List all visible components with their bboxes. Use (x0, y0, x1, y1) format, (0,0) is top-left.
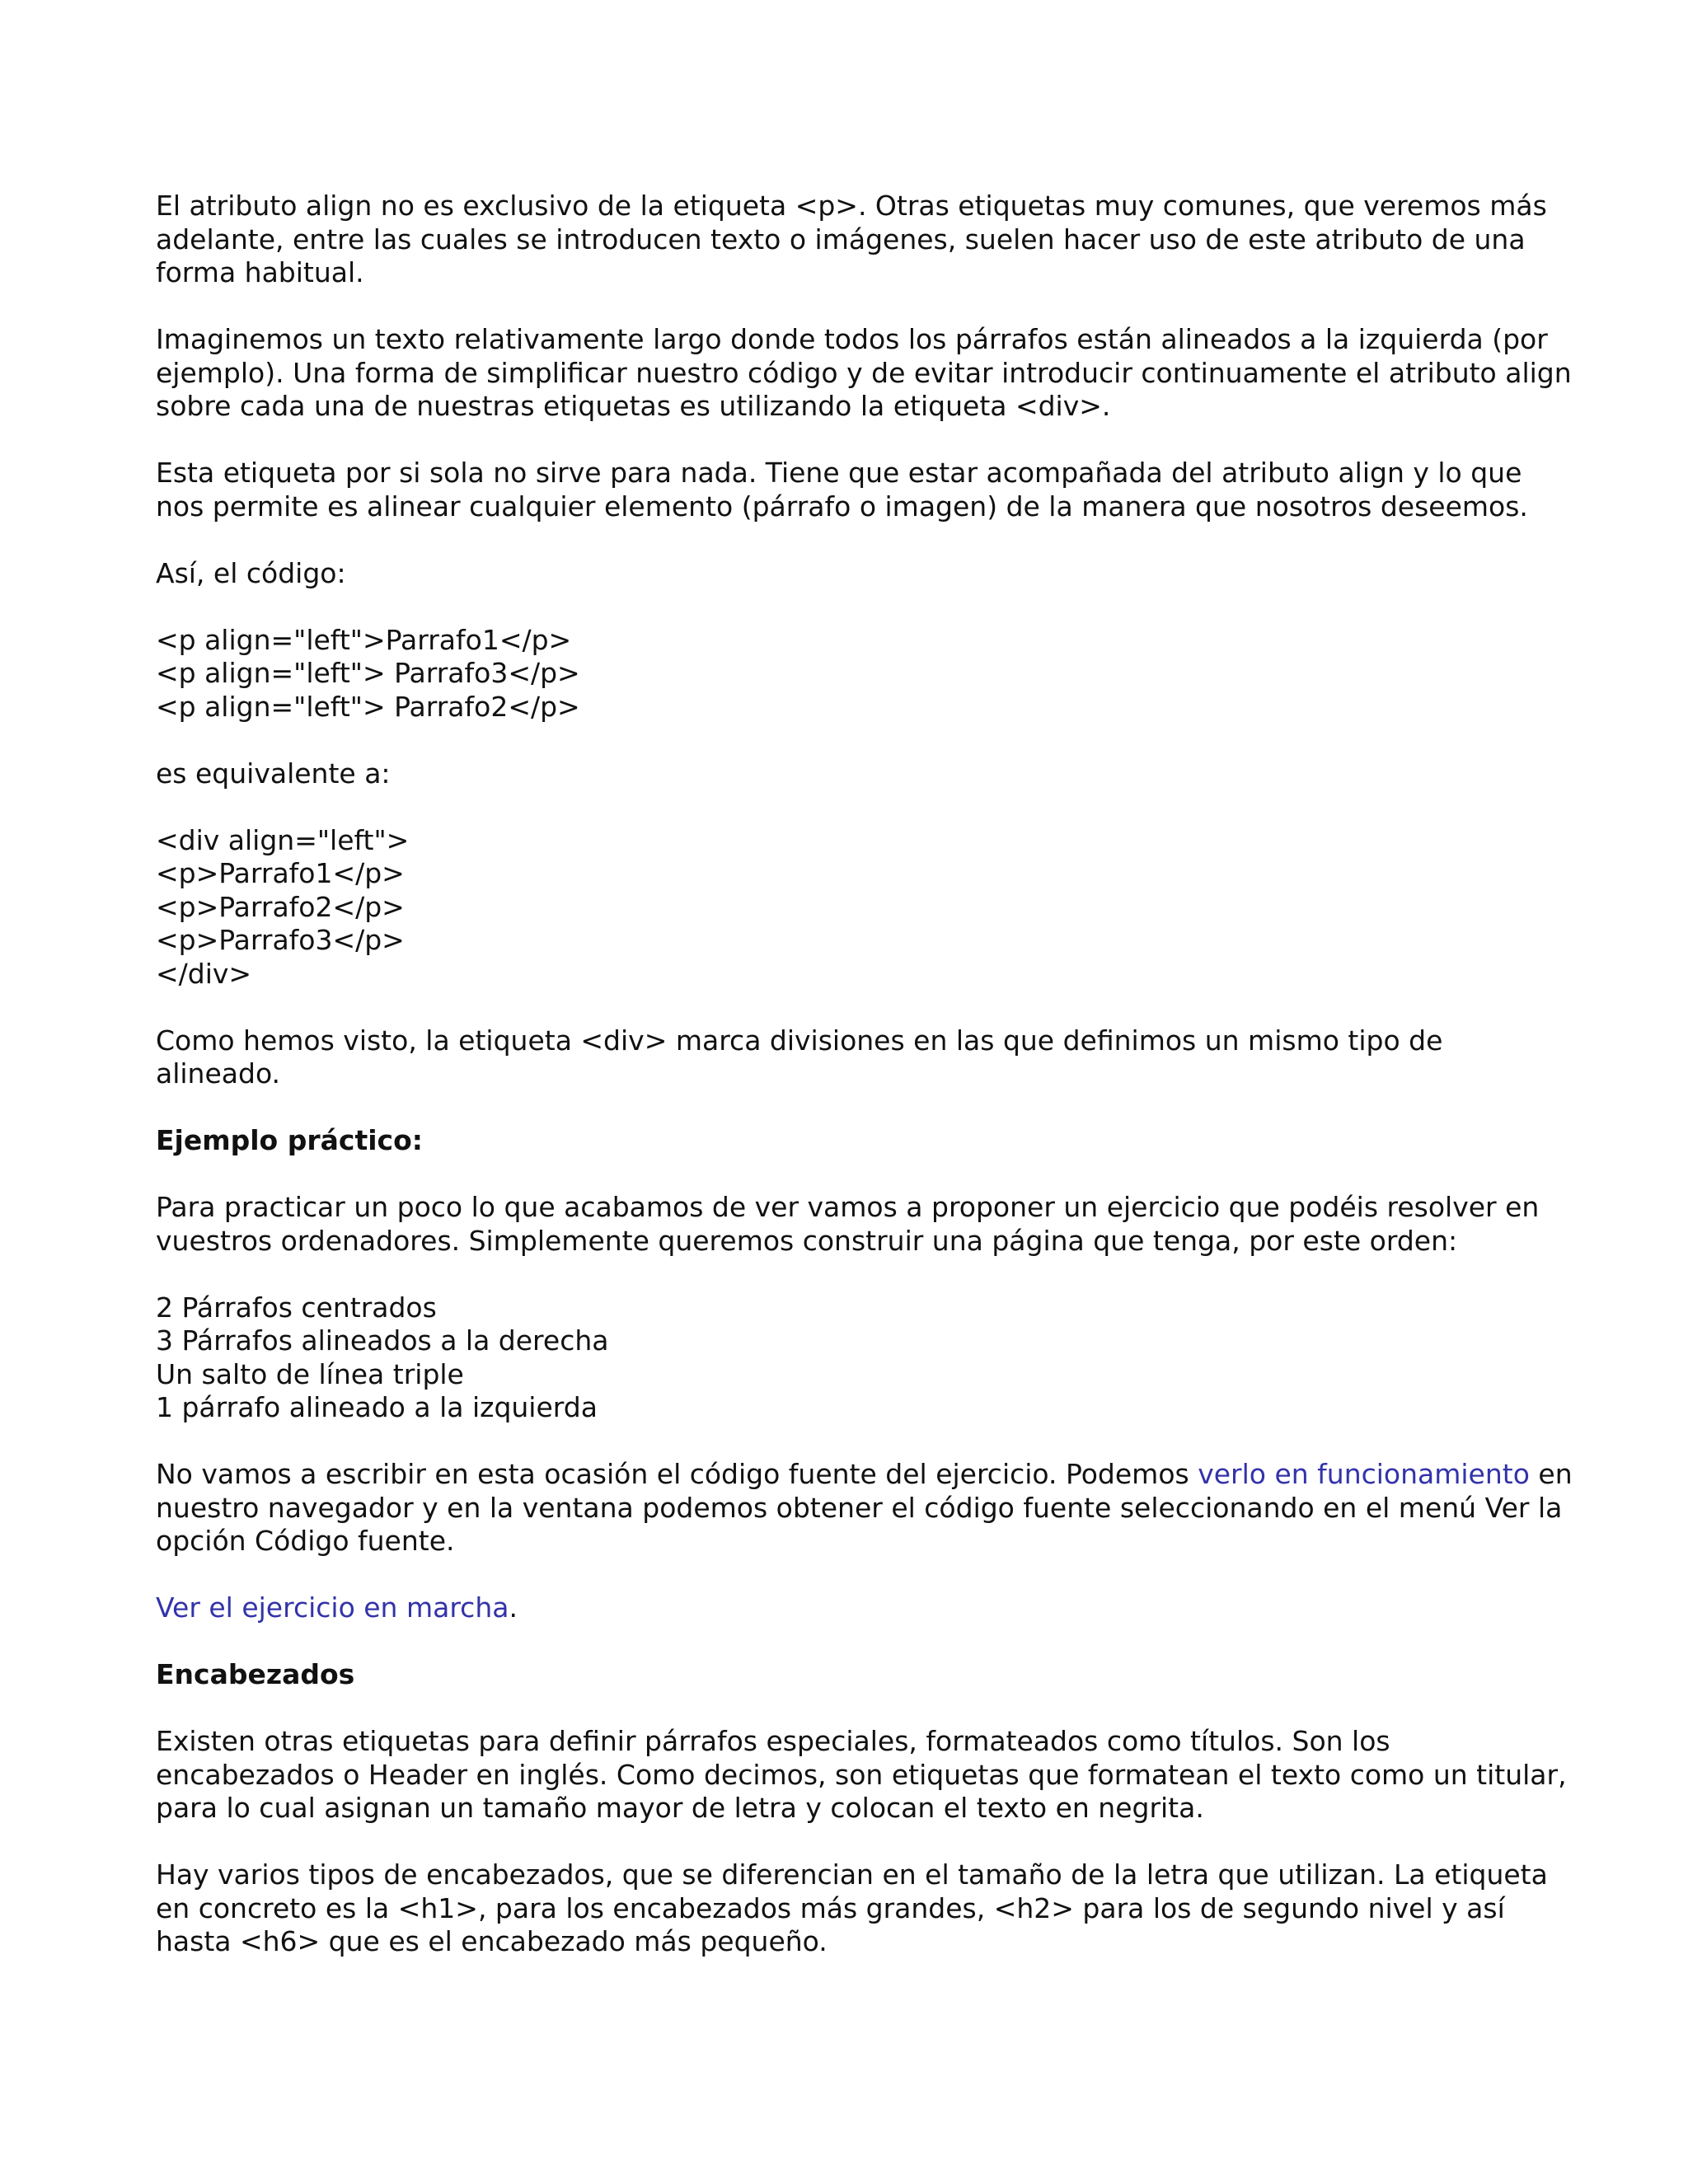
paragraph-div-usage: Esta etiqueta por si sola no sirve para nada. Tiene que estar acompañada del atributo align y lo que nos permite es alinear cualquier elemento (párrafo o imagen) de la manera que nosotros deseemos. (156, 457, 1528, 523)
paragraph-encabezados-intro: Existen otras etiquetas para definir párrafos especiales, formateados como títulos. Son los encabezados o Header en inglés. Como decimos, son etiquetas que formatean el texto como un titular, para lo cual asignan un tamaño mayor de letra y colocan el texto en negrita. (156, 1725, 1567, 1824)
paragraph-text: en nuestro navegador y en la ventana podemos obtener el código fuente seleccionando en el menú Ver la opción Código fuente. (156, 1458, 1573, 1557)
heading-ejemplo-practico: Ejemplo práctico: (156, 1124, 423, 1156)
link-verlo-en-funcionamiento[interactable]: verlo en funcionamiento (1198, 1458, 1530, 1490)
paragraph-text: . (509, 1591, 518, 1624)
code-line: <p>Parrafo1</p> (156, 857, 405, 889)
code-line: <p>Parrafo2</p> (156, 890, 405, 923)
paragraph-text: No vamos a escribir en esta ocasión el código fuente del ejercicio. Podemos (156, 1458, 1198, 1490)
paragraph-div-summary: Como hemos visto, la etiqueta <div> marca divisiones en las que definimos un mismo tipo de alineado. (156, 1024, 1443, 1090)
code-line: </div> (156, 957, 252, 990)
paragraph-source-code (156, 1458, 1573, 1558)
paragraph-encabezados-tipos: Hay varios tipos de encabezados, que se diferencian en el tamaño de la letra que utilizan. La etiqueta en concreto es la <h1>, para los encabezados más grandes, <h2> para los de segundo nivel y así hasta <h6> que es el encabezado más pequeño. (156, 1858, 1548, 1957)
list-item: Un salto de línea triple (156, 1357, 464, 1390)
link-ver-ejercicio-en-marcha[interactable]: Ver el ejercicio en marcha (156, 1591, 509, 1624)
code-line: <div align="left"> (156, 823, 410, 856)
code-block-paragraphs (156, 624, 1573, 724)
code-block-div (156, 824, 1573, 991)
paragraph-align-attribute: El atributo align no es exclusivo de la etiqueta <p>. Otras etiquetas muy comunes, que veremos más adelante, entre las cuales se introducen texto o imágenes, suelen hacer uso de este atributo de una forma habitual. (156, 190, 1547, 288)
code-line: <p>Parrafo3</p> (156, 924, 405, 956)
paragraph-equivalente: es equivalente a: (156, 757, 391, 790)
paragraph-asi-codigo: Así, el código: (156, 556, 346, 589)
document-page (156, 190, 1573, 1992)
paragraph-exercise-intro: Para practicar un poco lo que acabamos de ver vamos a proponer un ejercicio que podéis resolver en vuestros ordenadores. Simplemente queremos construir una página que tenga, por este orden: (156, 1191, 1540, 1257)
paragraph-ver-ejercicio (156, 1591, 1573, 1625)
code-line: <p align="left"> Parrafo2</p> (156, 690, 580, 723)
exercise-list (156, 1291, 1573, 1425)
code-line: <p align="left"> Parrafo3</p> (156, 657, 580, 689)
paragraph-div-intro: Imaginemos un texto relativamente largo donde todos los párrafos están alineados a la izquierda (por ejemplo). Una forma de simplificar nuestro código y de evitar introducir continuamente el atributo align sobre cada una de nuestras etiquetas es utilizando la etiqueta <div>. (156, 323, 1572, 422)
list-item: 1 párrafo alineado a la izquierda (156, 1391, 598, 1423)
list-item: 3 Párrafos alineados a la derecha (156, 1324, 609, 1357)
list-item: 2 Párrafos centrados (156, 1291, 437, 1324)
code-line: <p align="left">Parrafo1</p> (156, 623, 572, 656)
heading-encabezados: Encabezados (156, 1658, 355, 1690)
